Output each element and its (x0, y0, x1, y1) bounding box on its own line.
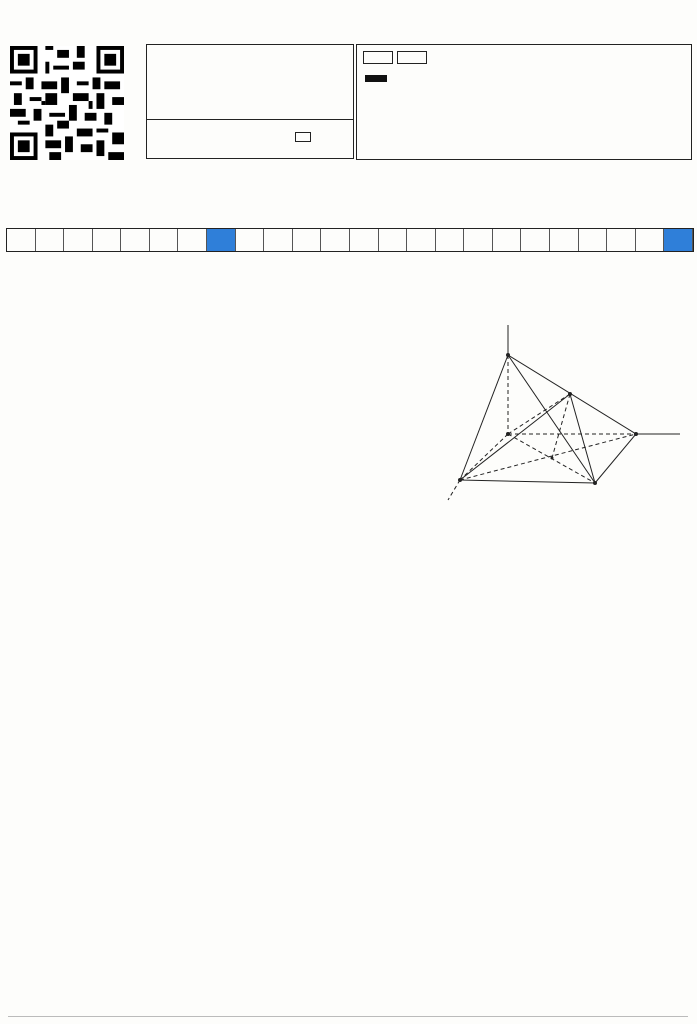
modify-mark-icon (397, 51, 427, 64)
score-cell[interactable] (321, 229, 350, 251)
student-info-box (146, 44, 354, 120)
score-cell[interactable] (7, 229, 36, 251)
score-cell[interactable] (150, 229, 179, 251)
pyramid-figure (440, 320, 690, 520)
bottom-divider (8, 1016, 688, 1017)
teacher-req-2 (357, 50, 691, 65)
score-cell[interactable] (93, 229, 122, 251)
score-cell[interactable] (436, 229, 465, 251)
score-cell[interactable] (636, 229, 665, 251)
score-cell[interactable] (178, 229, 207, 251)
score-cell[interactable] (607, 229, 636, 251)
score-cell[interactable] (379, 229, 408, 251)
score-cell[interactable] (579, 229, 608, 251)
score-table (6, 228, 694, 252)
score-cell[interactable] (350, 229, 379, 251)
score-cell[interactable] (407, 229, 436, 251)
score-cell[interactable] (121, 229, 150, 251)
score-cell[interactable] (521, 229, 550, 251)
score-cell[interactable] (493, 229, 522, 251)
score-cell[interactable] (207, 229, 236, 251)
score-cell[interactable] (36, 229, 65, 251)
no-fill-area (146, 118, 354, 159)
student-name (147, 45, 353, 49)
score-cell[interactable] (64, 229, 93, 251)
requirements-box (356, 44, 692, 160)
score-cell[interactable] (293, 229, 322, 251)
score-cell[interactable] (550, 229, 579, 251)
score-cell[interactable] (664, 229, 693, 251)
filled-bar-icon (365, 75, 387, 82)
score-cell[interactable] (464, 229, 493, 251)
absent-checkbox[interactable] (295, 132, 311, 142)
qr-code (8, 46, 126, 160)
score-cell[interactable] (236, 229, 265, 251)
student-req-1 (357, 71, 691, 86)
score-cell[interactable] (264, 229, 293, 251)
correct-mark-icon (363, 51, 393, 64)
